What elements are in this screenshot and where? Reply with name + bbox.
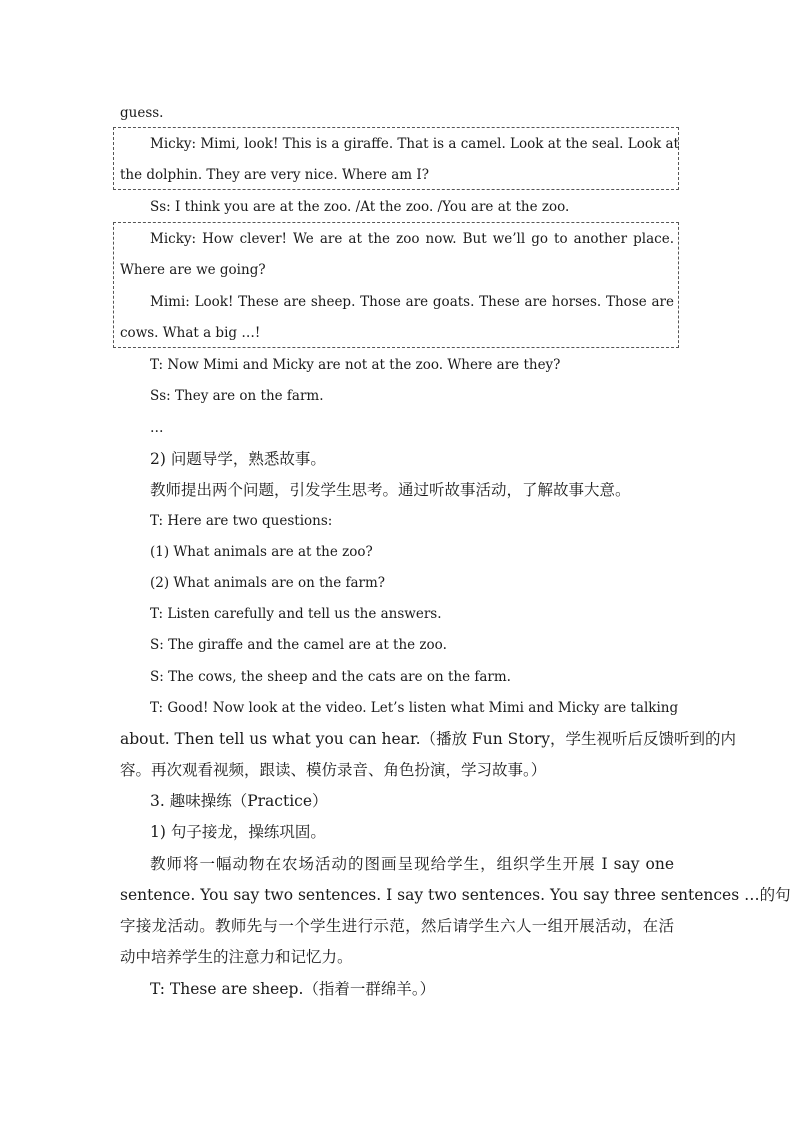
paragraph-line: 字接龙活动。教师先与一个学生进行示范，然后请学生六人一组开展活动，在活 [120, 917, 674, 935]
student-response: Ss: They are on the farm. [150, 388, 324, 404]
ellipsis-line: … [150, 420, 164, 436]
paragraph-line: 教师提出两个问题，引发学生思考。通过听故事活动，了解故事大意。 [150, 481, 631, 499]
dialogue-line: cows. What a big …! [120, 325, 261, 341]
teacher-line: T: Here are two questions: [150, 513, 333, 529]
student-response: S: The giraffe and the camel are at the zoo. [150, 637, 447, 653]
text-line-guess: guess. [120, 105, 164, 121]
teacher-line: T: These are sheep.（指着一群绵羊。） [150, 980, 436, 998]
paragraph-line: sentence. You say two sentences. I say two sentences. You say three sentences …的句 [120, 886, 791, 904]
paragraph-line: 容。再次观看视频，跟读、模仿录音、角色扮演，学习故事。） [120, 761, 547, 779]
dialogue-line: the dolphin. They are very nice. Where am I? [120, 167, 429, 183]
question-item: (2) What animals are on the farm? [150, 575, 386, 591]
teacher-line: T: Good! Now look at the video. Let’s listen what Mimi and Micky are talking [150, 700, 679, 716]
student-response: Ss: I think you are at the zoo. /At the zoo. /You are at the zoo. [150, 199, 570, 215]
dialogue-line: Micky: Mimi, look! This is a giraffe. That is a camel. Look at the seal. Look at [150, 136, 679, 152]
dialogue-line: Micky: How clever! We are at the zoo now. But we’ll go to another place. [150, 231, 674, 247]
section-heading: 3. 趣味操练（Practice） [150, 792, 328, 810]
paragraph-line: about. Then tell us what you can hear.（播放 Fun Story，学生视听后反馈听到的内 [120, 730, 736, 748]
section-heading: 1) 句子接龙，操练巩固。 [150, 823, 326, 841]
dialogue-line: Mimi: Look! These are sheep. Those are goats. These are horses. Those are [150, 294, 674, 310]
teacher-line: T: Listen carefully and tell us the answers. [150, 606, 442, 622]
paragraph-line: 动中培养学生的注意力和记忆力。 [120, 948, 353, 966]
dialogue-line: Where are we going? [120, 262, 266, 278]
section-heading: 2) 问题导学，熟悉故事。 [150, 450, 326, 468]
question-item: (1) What animals are at the zoo? [150, 544, 373, 560]
teacher-line: T: Now Mimi and Micky are not at the zoo. Where are they? [150, 357, 561, 373]
paragraph-line: 教师将一幅动物在农场活动的图画呈现给学生，组织学生开展 I say one [150, 855, 674, 873]
student-response: S: The cows, the sheep and the cats are on the farm. [150, 669, 511, 685]
